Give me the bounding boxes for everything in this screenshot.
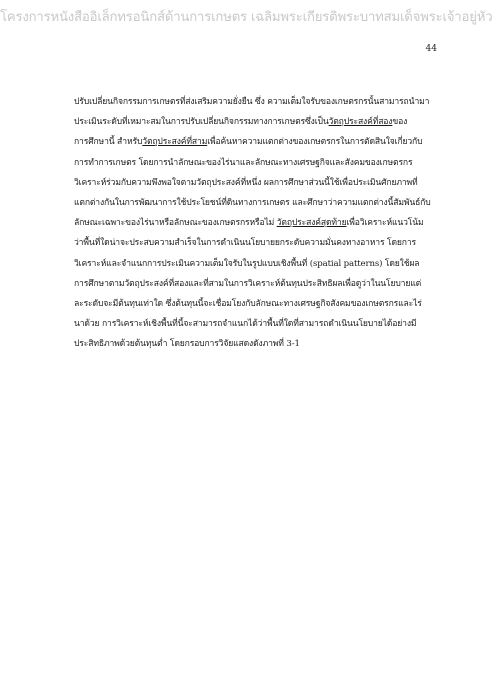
underlined-term: วัตถุประสงค์ที่สอง: [328, 117, 393, 128]
text-line: แตกต่างกันในการพัฒนาการใช้ประโยชน์ที่ดินทางการเกษตร และศึกษาว่าความแตกต่างนี้สัมพันธ์กับ: [74, 197, 431, 208]
text-line: ปรับเปลี่ยนกิจกรรมการเกษตรที่ส่งเสริมความยั่งยืน ซึ่ง ความเต็มใจรับของเกษตรกรนั้นสามารถนำมา: [74, 97, 430, 107]
text-line: วิเคราะห์ร่วมกับความพึงพอใจตามวัตถุประสงค์ที่หนึ่ง ผลการศึกษาส่วนนี้ใช้เพื่อประเมินศักยภาพที่: [74, 177, 418, 188]
body-paragraph: [74, 92, 431, 354]
text-line: การทำการเกษตร โดยการนำลักษณะของไร่นาและลักษณะทางเศรษฐกิจและสังคมของเกษตรกร: [74, 157, 413, 168]
text-line: ว่าพื้นที่ใดน่าจะประสบความสำเร็จในการดำเนินนโยบายยกระดับความมั่นคงทางอาหาร โดยการ: [74, 238, 416, 249]
underlined-term: วัตถุประสงค์ที่สาม: [142, 137, 208, 148]
text-line: การศึกษาตามวัตถุประสงค์ที่สองและที่สามในการวิเคราะห์ต้นทุนประสิทธิผลเพื่อดูว่าในนโยบายแต่: [74, 278, 422, 289]
text-line: วิเคราะห์และจำแนกการประเมินความเต็มใจรับในรูปแบบเชิงพื้นที่ (spatial patterns) โดยใช้ผล: [74, 258, 420, 269]
page-number: 44: [425, 44, 437, 54]
text-line: ละระดับจะมีต้นทุนเท่าใด ซึ่งต้นทุนนี้จะเชื่อมโยงกับลักษณะทางเศรษฐกิจสังคมของเกษตรกรและไร่: [74, 298, 422, 309]
text-line: ประสิทธิภาพด้วยต้นทุนต่ำ โดยกรอบการวิจัยแสดงดังภาพที่ 3-1: [74, 339, 300, 350]
watermark-header: โครงการหนังสืออิเล็กทรอนิกส์ด้านการเกษตร เฉลิมพระเกียรติพระบาทสมเด็จพระเจ้าอยู่หัว: [0, 10, 492, 25]
text-line: ลักษณะเฉพาะของไร่นาหรือลักษณะของเกษตรกรหรือไม่ วัตถุประสงค์สุดท้ายเพื่อวิเคราะห์แนวโน้ม: [74, 218, 424, 229]
text-line: นาด้วย การวิเคราะห์เชิงพื้นที่นี้จะสามารถจำแนกได้ว่าพื้นที่ใดที่สามารถดำเนินนโยบายได้อย่างมี: [74, 319, 417, 330]
text-line: การศึกษานี้ สำหรับวัตถุประสงค์ที่สามเพื่อค้นหาความแตกต่างของเกษตรกรในการตัดสินใจเกี่ยวกับ: [74, 137, 423, 148]
text-line: ประเมินระดับที่เหมาะสมในการปรับเปลี่ยนกิจกรรมทางการเกษตรซึ่งเป็นวัตถุประสงค์ที่สองของ: [74, 117, 408, 128]
underlined-term: วัตถุประสงค์สุดท้าย: [276, 218, 347, 229]
